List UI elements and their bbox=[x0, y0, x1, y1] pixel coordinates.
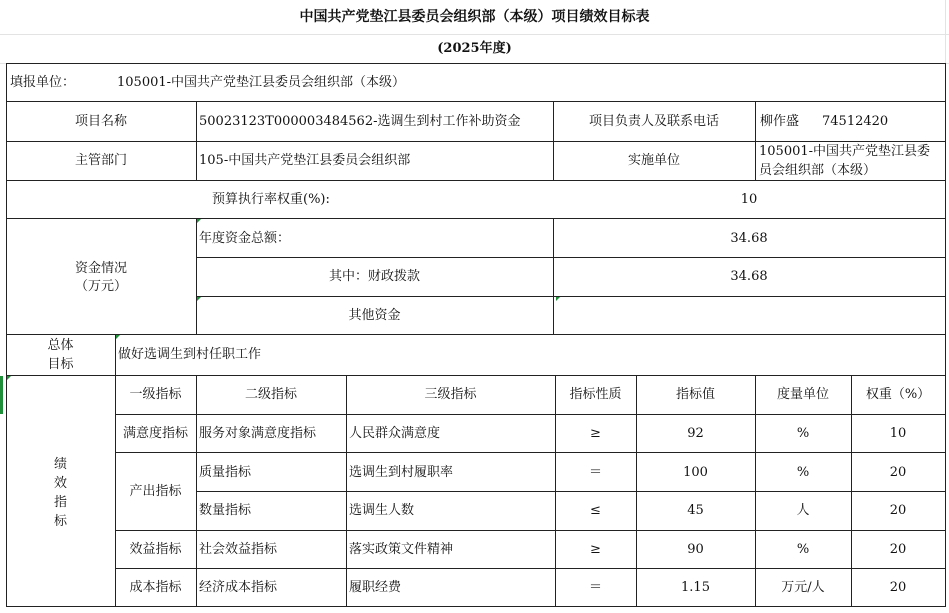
indicator-weight[interactable]: 20 bbox=[889, 580, 907, 595]
table-border bbox=[196, 375, 197, 606]
indicator-l1[interactable]: 产出指标 bbox=[129, 484, 182, 499]
indicator-l1[interactable]: 满意度指标 bbox=[122, 426, 188, 441]
reporting-unit-value[interactable]: 105001-中国共产党垫江县委员会组织部（本级） bbox=[117, 75, 406, 90]
indicator-value[interactable]: 90 bbox=[687, 542, 704, 557]
indicator-unit[interactable]: % bbox=[796, 542, 810, 557]
funds-fiscal-label: 其中：财政拨款 bbox=[328, 269, 420, 284]
cell-corner-marker bbox=[197, 297, 201, 301]
cell-corner-marker bbox=[116, 335, 120, 339]
perf-side-label-3: 指 bbox=[53, 495, 67, 510]
contact-phone[interactable]: 74512420 bbox=[822, 114, 889, 129]
contact-person[interactable]: 柳作盛 bbox=[760, 114, 800, 129]
table-border bbox=[553, 101, 554, 180]
perf-side-label-2: 效 bbox=[53, 476, 67, 491]
project-name-label: 项目名称 bbox=[74, 114, 127, 129]
perf-side-label-4: 标 bbox=[53, 514, 67, 529]
table-border bbox=[6, 180, 945, 181]
table-border bbox=[115, 452, 945, 453]
dept-value[interactable]: 105-中国共产党垫江县委员会组织部 bbox=[199, 153, 411, 168]
indicator-weight[interactable]: 20 bbox=[889, 503, 907, 518]
grid-line bbox=[0, 34, 949, 35]
funds-total-label: 年度资金总额： bbox=[199, 231, 291, 246]
table-border bbox=[115, 414, 945, 415]
indicator-nature[interactable]: ≤ bbox=[590, 503, 601, 518]
indicator-l2[interactable]: 数量指标 bbox=[199, 503, 252, 518]
table-border bbox=[6, 218, 945, 219]
goal-value[interactable]: 做好选调生到村任职工作 bbox=[118, 347, 262, 362]
table-border bbox=[945, 63, 946, 607]
table-border bbox=[346, 375, 347, 606]
indicator-l1[interactable]: 效益指标 bbox=[129, 542, 182, 557]
indicator-nature[interactable]: ≥ bbox=[590, 426, 601, 441]
indicator-weight[interactable]: 20 bbox=[889, 465, 907, 480]
indicator-value[interactable]: 92 bbox=[687, 426, 704, 441]
goal-label-line2: 目标 bbox=[47, 357, 74, 372]
project-contact-label: 项目负责人及联系电话 bbox=[588, 114, 719, 129]
indicator-l2[interactable]: 质量指标 bbox=[199, 465, 252, 480]
indicator-value[interactable]: 45 bbox=[687, 503, 704, 518]
indicator-l3[interactable]: 履职经费 bbox=[349, 580, 402, 595]
table-border bbox=[636, 375, 637, 606]
indicator-unit[interactable]: 人 bbox=[796, 503, 810, 518]
cell-corner-marker bbox=[7, 376, 11, 380]
table-border bbox=[755, 375, 756, 606]
table-border bbox=[196, 296, 945, 297]
dept-label: 主管部门 bbox=[74, 153, 127, 168]
indicator-l2[interactable]: 社会效益指标 bbox=[199, 542, 278, 557]
budget-weight-label: 预算执行率权重(%): bbox=[212, 192, 330, 207]
table-border bbox=[851, 375, 852, 606]
funds-label: 资金情况 bbox=[74, 261, 127, 276]
table-border bbox=[115, 568, 945, 569]
indicator-l2[interactable]: 经济成本指标 bbox=[199, 580, 278, 595]
cell-corner-marker bbox=[197, 219, 201, 223]
indicator-weight[interactable]: 20 bbox=[889, 542, 907, 557]
indicator-unit[interactable]: 万元/人 bbox=[781, 580, 825, 595]
table-border bbox=[115, 334, 116, 606]
table-border bbox=[6, 101, 945, 102]
col-header-l2: 二级指标 bbox=[244, 387, 297, 402]
table-border bbox=[6, 334, 945, 335]
col-header-l3: 三级指标 bbox=[424, 387, 477, 402]
table-border bbox=[196, 491, 945, 492]
perf-side-label-1: 绩 bbox=[53, 457, 67, 472]
table-border bbox=[6, 606, 945, 607]
indicator-nature[interactable]: ＝ bbox=[588, 580, 602, 595]
table-border bbox=[196, 101, 197, 180]
col-header-value: 指标值 bbox=[675, 387, 715, 402]
goal-label: 总体 bbox=[47, 338, 74, 353]
impl-unit-label: 实施单位 bbox=[627, 153, 680, 168]
table-border bbox=[6, 141, 945, 142]
cell-corner-marker bbox=[556, 297, 560, 301]
col-header-weight: 权重（%） bbox=[865, 387, 931, 402]
indicator-weight[interactable]: 10 bbox=[889, 426, 907, 441]
table-border bbox=[555, 375, 556, 606]
impl-unit-value-line2[interactable]: 员会组织部（本级） bbox=[759, 163, 877, 178]
indicator-l3[interactable]: 落实政策文件精神 bbox=[349, 542, 454, 557]
reporting-unit-label: 填报单位： bbox=[10, 75, 76, 90]
indicator-l3[interactable]: 选调生到村履职率 bbox=[349, 465, 454, 480]
indicator-l2[interactable]: 服务对象满意度指标 bbox=[199, 426, 317, 441]
page-title: 中国共产党垫江县委员会组织部（本级）项目绩效目标表 bbox=[299, 9, 650, 25]
col-header-unit: 度量单位 bbox=[776, 387, 829, 402]
funds-unit: （万元） bbox=[74, 279, 127, 294]
project-name-value[interactable]: 50023123T000003484562-选调生到村工作补助资金 bbox=[199, 114, 521, 129]
funds-total-value[interactable]: 34.68 bbox=[730, 231, 768, 246]
indicator-value[interactable]: 1.15 bbox=[681, 580, 710, 595]
indicator-unit[interactable]: % bbox=[796, 465, 810, 480]
indicator-l3[interactable]: 人民群众满意度 bbox=[349, 426, 441, 441]
funds-other-label: 其他资金 bbox=[348, 308, 401, 323]
indicator-l3[interactable]: 选调生人数 bbox=[349, 503, 415, 518]
indicator-nature[interactable]: ≥ bbox=[590, 542, 601, 557]
col-header-l1: 一级指标 bbox=[129, 387, 182, 402]
table-border bbox=[115, 530, 945, 531]
impl-unit-value-line1[interactable]: 105001-中国共产党垫江县委 bbox=[759, 144, 931, 159]
indicator-unit[interactable]: % bbox=[796, 426, 810, 441]
budget-weight-value[interactable]: 10 bbox=[740, 192, 758, 207]
table-border bbox=[6, 375, 945, 376]
indicator-nature[interactable]: ＝ bbox=[588, 465, 602, 480]
indicator-l1[interactable]: 成本指标 bbox=[129, 580, 182, 595]
table-border bbox=[755, 101, 756, 180]
funds-fiscal-value[interactable]: 34.68 bbox=[730, 269, 768, 284]
col-header-nature: 指标性质 bbox=[569, 387, 622, 402]
fiscal-year: (2025年度) bbox=[437, 41, 512, 56]
indicator-value[interactable]: 100 bbox=[683, 465, 708, 480]
table-border bbox=[6, 63, 945, 64]
selection-indicator bbox=[0, 376, 3, 414]
table-border bbox=[196, 257, 945, 258]
